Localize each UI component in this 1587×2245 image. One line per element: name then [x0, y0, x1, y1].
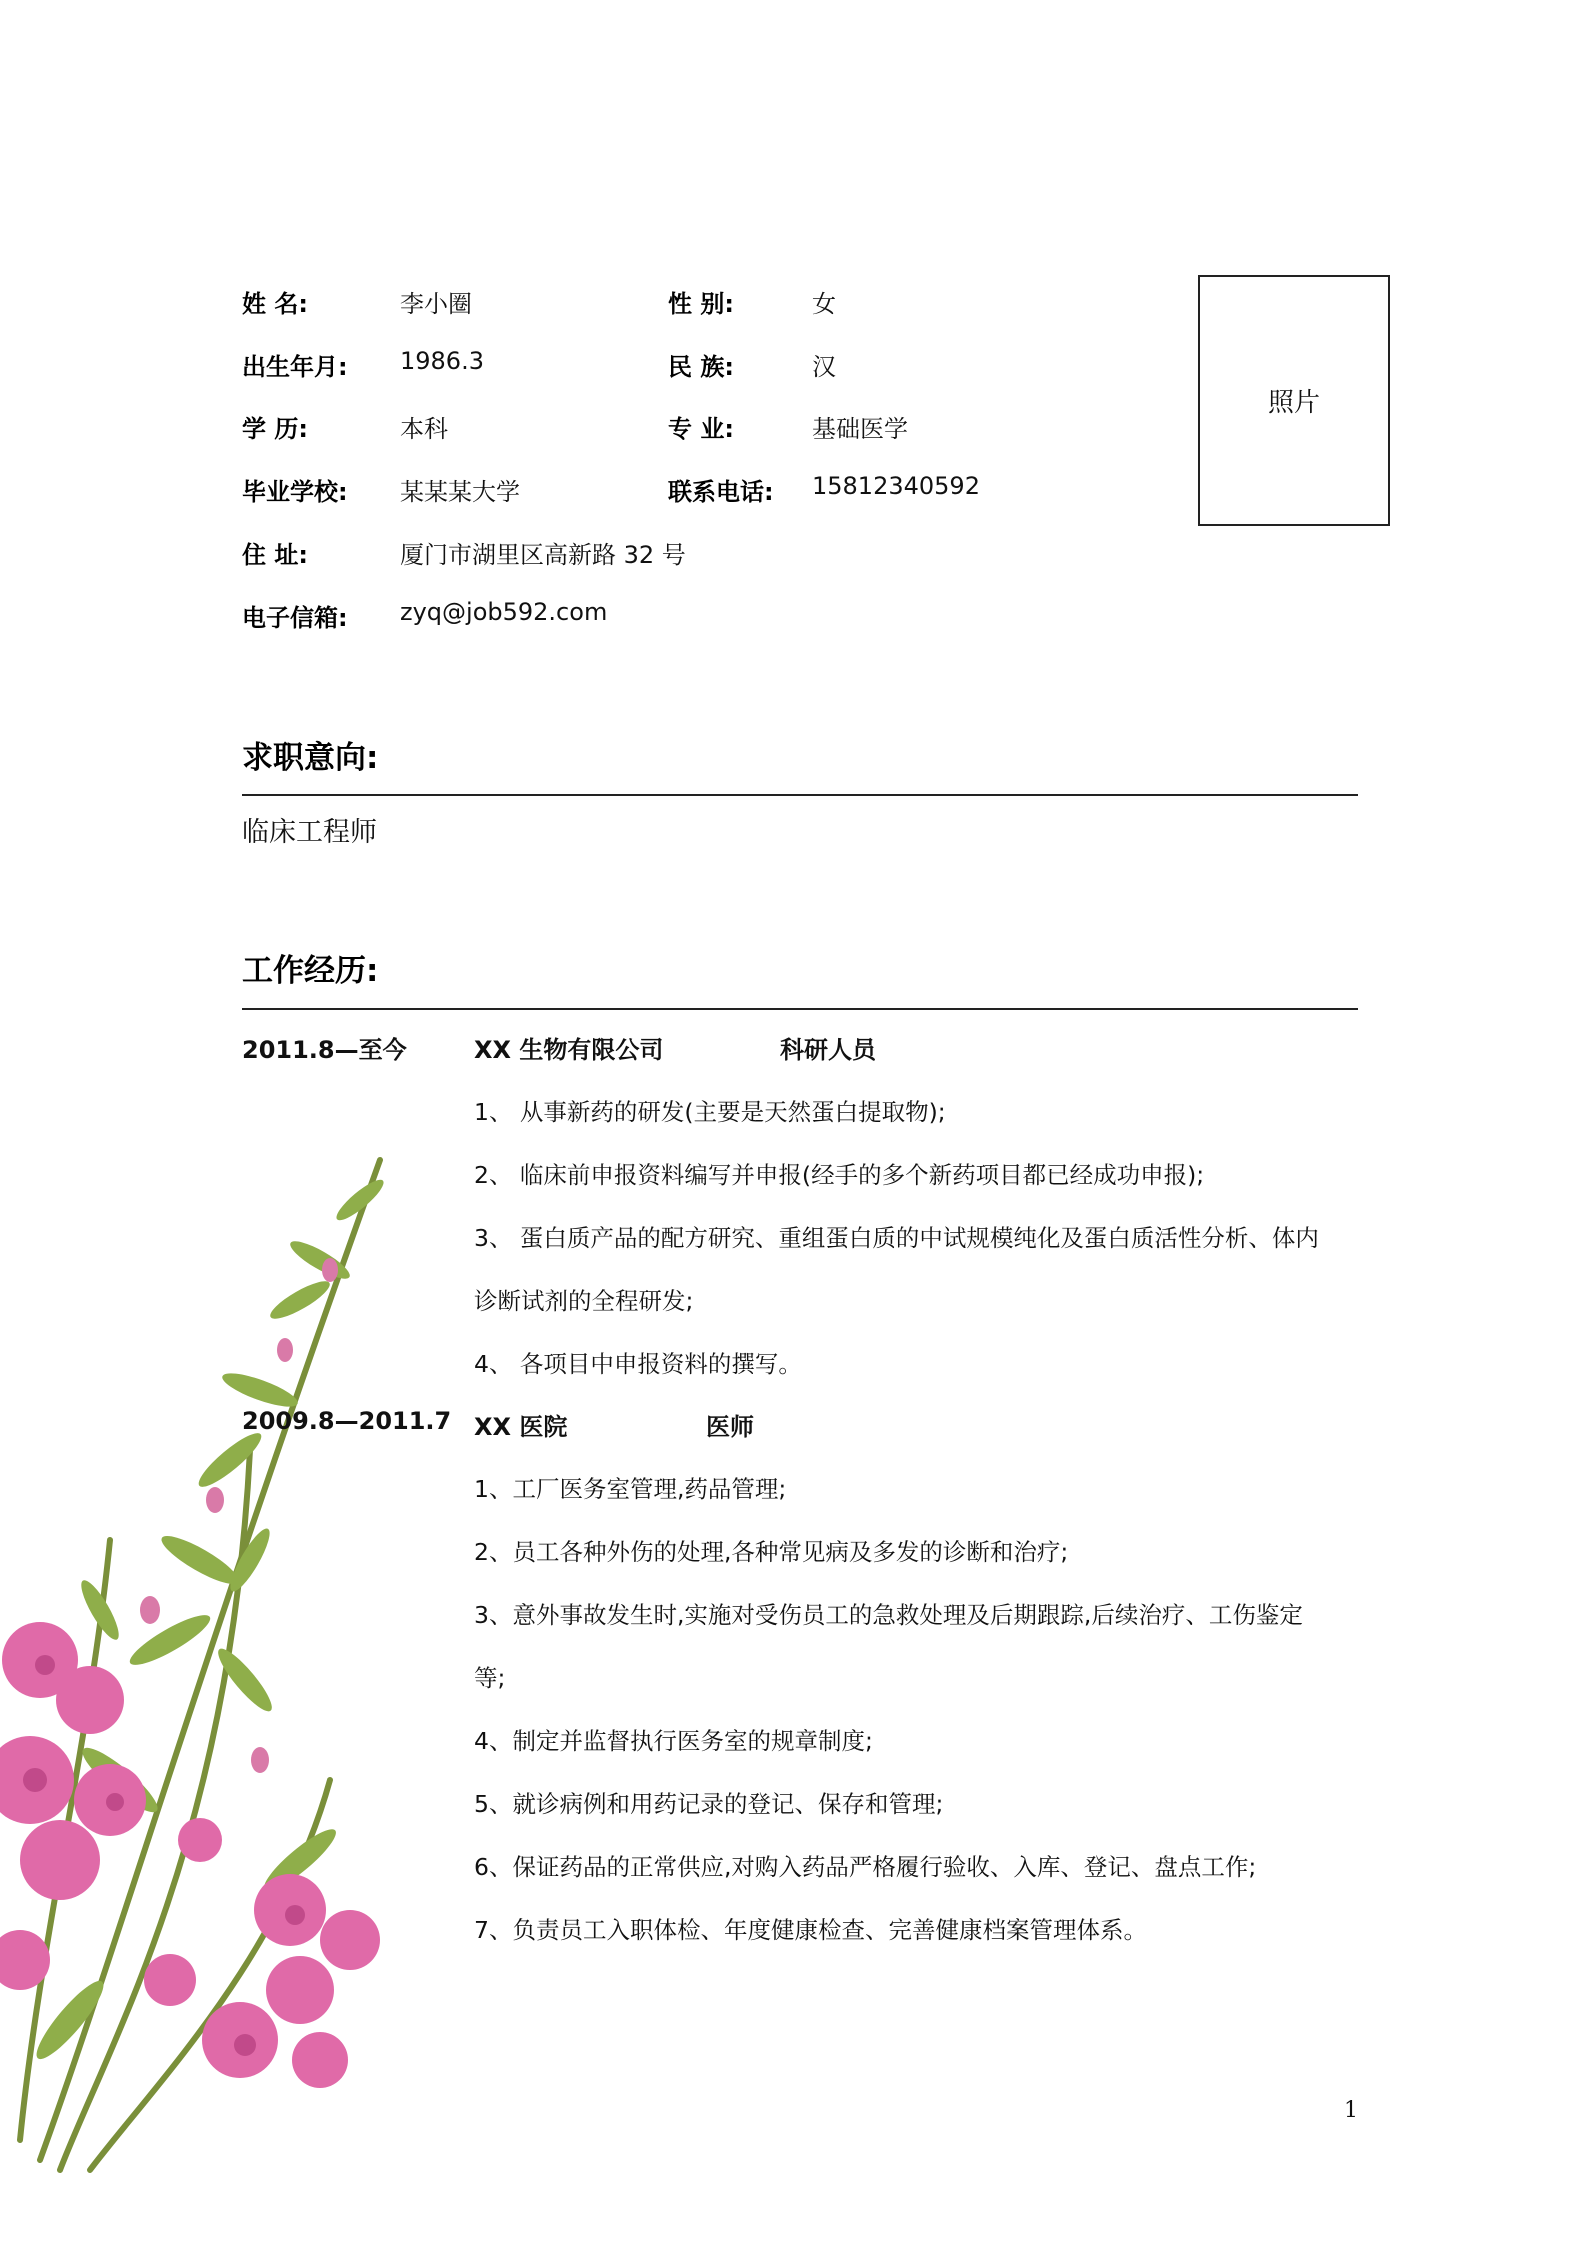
photo-placeholder — [1198, 275, 1390, 526]
job-period: 2011.8—至今 — [242, 1036, 407, 1064]
job-period: 2009.8—2011.7 — [242, 1407, 452, 1435]
job-duty-line: 4、制定并监督执行医务室的规章制度; — [474, 1727, 873, 1755]
email-label: 电子信箱: — [242, 604, 348, 632]
job-duty-line: 7、负责员工入职体检、年度健康检查、完善健康档案管理体系。 — [474, 1916, 1147, 1944]
job-company: XX 医院 — [474, 1413, 568, 1441]
job-role: 医师 — [706, 1413, 754, 1441]
major-value: 基础医学 — [812, 415, 908, 443]
job-company: XX 生物有限公司 — [474, 1036, 664, 1064]
job-duty-line: 5、就诊病例和用药记录的登记、保存和管理; — [474, 1790, 944, 1818]
job-duty-line: 1、工厂医务室管理,药品管理; — [474, 1475, 787, 1503]
birth-value: 1986.3 — [400, 347, 484, 375]
job-duty-line: 1、 从事新药的研发(主要是天然蛋白提取物); — [474, 1098, 946, 1126]
objective-value: 临床工程师 — [242, 817, 377, 848]
education-label: 学 历: — [242, 415, 308, 443]
address-label: 住 址: — [242, 541, 308, 569]
gender-value: 女 — [812, 290, 836, 318]
major-label: 专 业: — [668, 415, 734, 443]
name-value: 李小圈 — [400, 290, 472, 318]
school-label: 毕业学校: — [242, 478, 348, 506]
address-value: 厦门市湖里区高新路 32 号 — [400, 541, 686, 569]
ethnic-value: 汉 — [812, 353, 836, 381]
flower-decoration — [0, 1140, 460, 2180]
phone-label: 联系电话: — [668, 478, 774, 506]
work-title: 工作经历: — [242, 953, 379, 989]
job-duty-line: 2、员工各种外伤的处理,各种常见病及多发的诊断和治疗; — [474, 1538, 1069, 1566]
photo-label: 照片 — [1267, 388, 1320, 418]
ethnic-label: 民 族: — [668, 353, 734, 381]
job-role: 科研人员 — [780, 1036, 876, 1064]
objective-divider — [242, 794, 1358, 796]
job-duty-line: 6、保证药品的正常供应,对购入药品严格履行验收、入库、登记、盘点工作; — [474, 1853, 1257, 1881]
job-duty-line: 3、意外事故发生时,实施对受伤员工的急救处理及后期跟踪,后续治疗、工伤鉴定 — [474, 1601, 1303, 1629]
job-duty-line: 2、 临床前申报资料编写并申报(经手的多个新药项目都已经成功申报); — [474, 1161, 1205, 1189]
phone-value: 15812340592 — [812, 472, 980, 500]
job-duty-line: 诊断试剂的全程研发; — [474, 1287, 694, 1315]
email-value: zyq@job592.com — [400, 598, 608, 626]
objective-title: 求职意向: — [242, 740, 379, 776]
name-label: 姓 名: — [242, 290, 308, 318]
birth-label: 出生年月: — [242, 353, 348, 381]
school-value: 某某某大学 — [400, 478, 520, 506]
job-duty-line: 4、 各项目中申报资料的撰写。 — [474, 1350, 802, 1378]
education-value: 本科 — [400, 415, 448, 443]
job-duty-line: 等; — [474, 1664, 506, 1692]
work-divider — [242, 1008, 1358, 1010]
job-duty-line: 3、 蛋白质产品的配方研究、重组蛋白质的中试规模纯化及蛋白质活性分析、体内 — [474, 1224, 1319, 1252]
page-number: 1 — [1344, 2098, 1358, 2123]
gender-label: 性 别: — [668, 290, 734, 318]
